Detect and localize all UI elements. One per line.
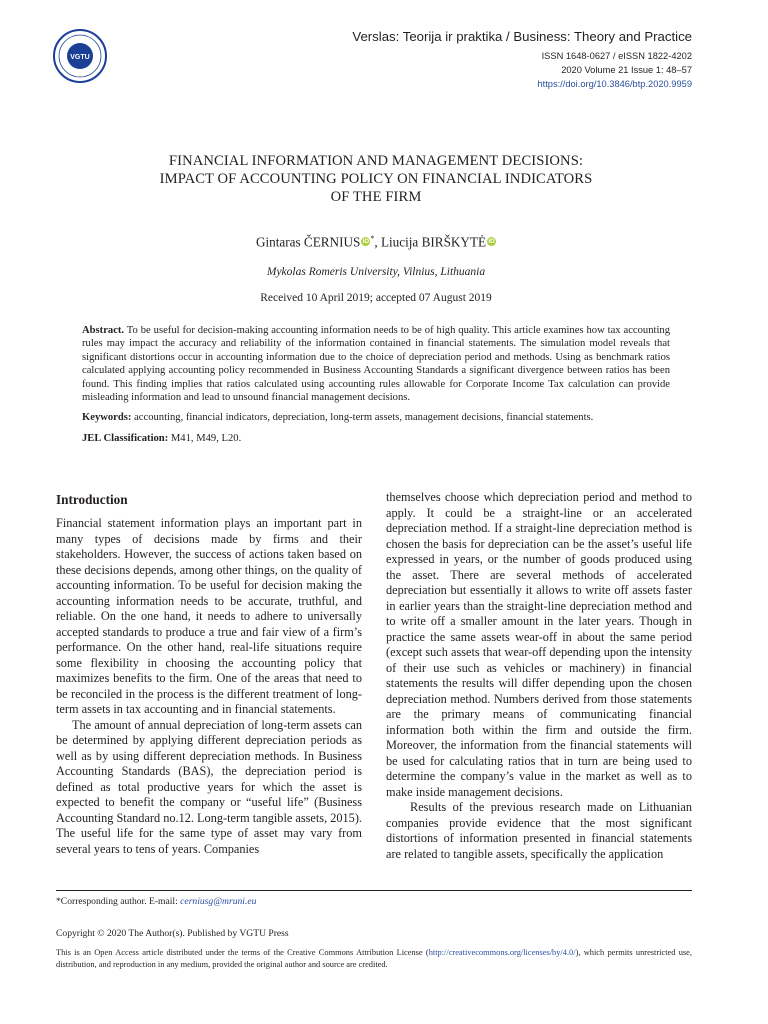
authors	[60, 234, 692, 250]
received-dates: Received 10 April 2019; accepted 07 August 2019	[260, 292, 492, 304]
left-column	[56, 490, 362, 857]
jel-text: M41, M49, L20.	[168, 432, 242, 444]
paragraph: Results of the previous research made on Lithuanian companies provide evidence that the most significant distortions of information presented in financial statements are related to tangible assets, specifically the application	[386, 800, 692, 861]
license-suffix: ), which permits unrestricted use, distribution, and reproduction in any medium, provided the original author and source are credited.	[56, 948, 692, 969]
title-line-1: FINANCIAL INFORMATION AND MANAGEMENT DECISIONS:	[168, 153, 584, 169]
license-text	[56, 947, 692, 970]
copyright: Copyright © 2020 The Author(s). Published by VGTU Press	[56, 928, 289, 939]
orcid-icon[interactable]: iD	[362, 238, 370, 246]
title-line-3: OF THE FIRM	[330, 189, 422, 205]
corresponding-label: *Corresponding author. E-mail:	[56, 896, 181, 907]
right-column	[386, 490, 692, 862]
journal-header	[352, 28, 692, 91]
author-1[interactable]: Gintaras ČERNIUS	[255, 234, 361, 250]
paragraph: themselves choose which depreciation period and method to apply. It could be a straight-line or an accelerated depreciation method. If a straight-line depreciation method is chosen the basis for depreciation can be the asset’s useful life expressed in years, or the number of goods produced using the asset. There are several methods of accelerated depreciation but essentially it allows to write off assets faster in earlier years than the straight-line depreciation method and to write off a smaller amount in the later years. Though in practice the same assets wear-off in about the same period (except such assets that wear-off depending upon the intensity of their use such as vehicles or machinery) in financial statements the results will differ depending upon the chosen depreciation method. Numbers derived from those statements are the primary means of communicating financial information both within the firm and outside the firm. Moreover, the information from the financial statements will be used for calculating ratios that in turn are being used to determine the company’s value in the market as well as to make inside management decisions.	[386, 490, 692, 799]
affiliation: Mykolas Romeris University, Vilnius, Lithuania	[266, 266, 486, 278]
corresponding-author-note	[56, 896, 692, 907]
title-line-2: IMPACT OF ACCOUNTING POLICY ON FINANCIAL INDICATORS	[159, 171, 593, 187]
volume-issue: 2020 Volume 21 Issue 1: 48–57	[561, 65, 692, 75]
author-2[interactable]: Liucija BIRŠKYTĖ	[380, 234, 487, 250]
abstract-text: To be useful for decision-making accounting information needs to be of high quality. This article examines how tax accounting rules may impact the accuracy and reliability of the information contained in financial statements. The simulation model reveals that significant distortions occur in accounting information due to the choice of depreciation period and methods. Using as benchmark ratios calculated applying accounting policy recommended in Business Accounting Standards a significant divergence between ratios has been found. This finding implies that ratios calculated using accounting rules allowable for Corporate Income Tax calculation can provide misleading information and lead to unsound financial management decisions.	[82, 325, 670, 404]
article-title	[60, 152, 692, 206]
logo-text: VGTU	[70, 54, 90, 61]
jel-classification	[82, 432, 670, 445]
keywords-label: Keywords:	[82, 412, 132, 424]
doi-link[interactable]: https://doi.org/10.3846/btp.2020.9959	[537, 79, 692, 89]
corresponding-mark: *	[370, 234, 375, 243]
keywords-text: accounting, financial indicators, depreciation, long-term assets, management decisions, financial statements.	[131, 412, 594, 424]
abstract	[82, 324, 670, 452]
license-prefix: This is an Open Access article distributed under the terms of the Creative Commons Attribution License (	[56, 948, 429, 957]
orcid-icon[interactable]: iD	[488, 238, 495, 246]
author-separator: ,	[374, 234, 381, 250]
abstract-label: Abstract.	[82, 325, 125, 336]
journal-name: Verslas: Teorija ir praktika / Business: Theory and Practice	[352, 29, 692, 44]
issn: ISSN 1648-0627 / eISSN 1822-4202	[541, 51, 692, 61]
keywords	[82, 411, 670, 424]
corresponding-email-link[interactable]: cerniusg@mruni.eu	[180, 896, 257, 907]
paragraph: The amount of annual depreciation of long-term assets can be determined by applying different depreciation periods as well as by using different depreciation methods. In Business Accounting Standards (BAS), the depreciation period is defined as total productive years for which the asset is expected to benefit the company or “useful life” (Business Accounting Standard no.12. Long-term tangible assets, 2015). The useful life for the same type of asset may vary from several years to tens of years. Companies	[56, 717, 362, 856]
footnote-divider	[56, 890, 692, 891]
paragraph: Financial statement information plays an important part in many types of decisions made by firms and their stakeholders. However, the success of actions taken based on these decisions depends, among other things, on the quality of accounting information. To be useful for decision making the accounting information needs to be accurate, truthful, and reliable. On the one hand, it needs to adhere to universally accepted standards to produce a true and fair view of a firm’s performance. On the other hand, real-life situations require some flexibility in choosing the accounting policy that maximizes benefits to the firm. One of the areas that need to be reconciled in the process is the different treatment of long-term assets in tax accounting and in financial statements.	[56, 516, 362, 716]
journal-logo	[52, 28, 108, 84]
jel-label: JEL Classification:	[82, 432, 169, 444]
license-link[interactable]: http://creativecommons.org/licenses/by/4.0/	[428, 948, 576, 957]
section-heading-introduction: Introduction	[56, 492, 128, 507]
abstract-paragraph	[82, 324, 670, 404]
